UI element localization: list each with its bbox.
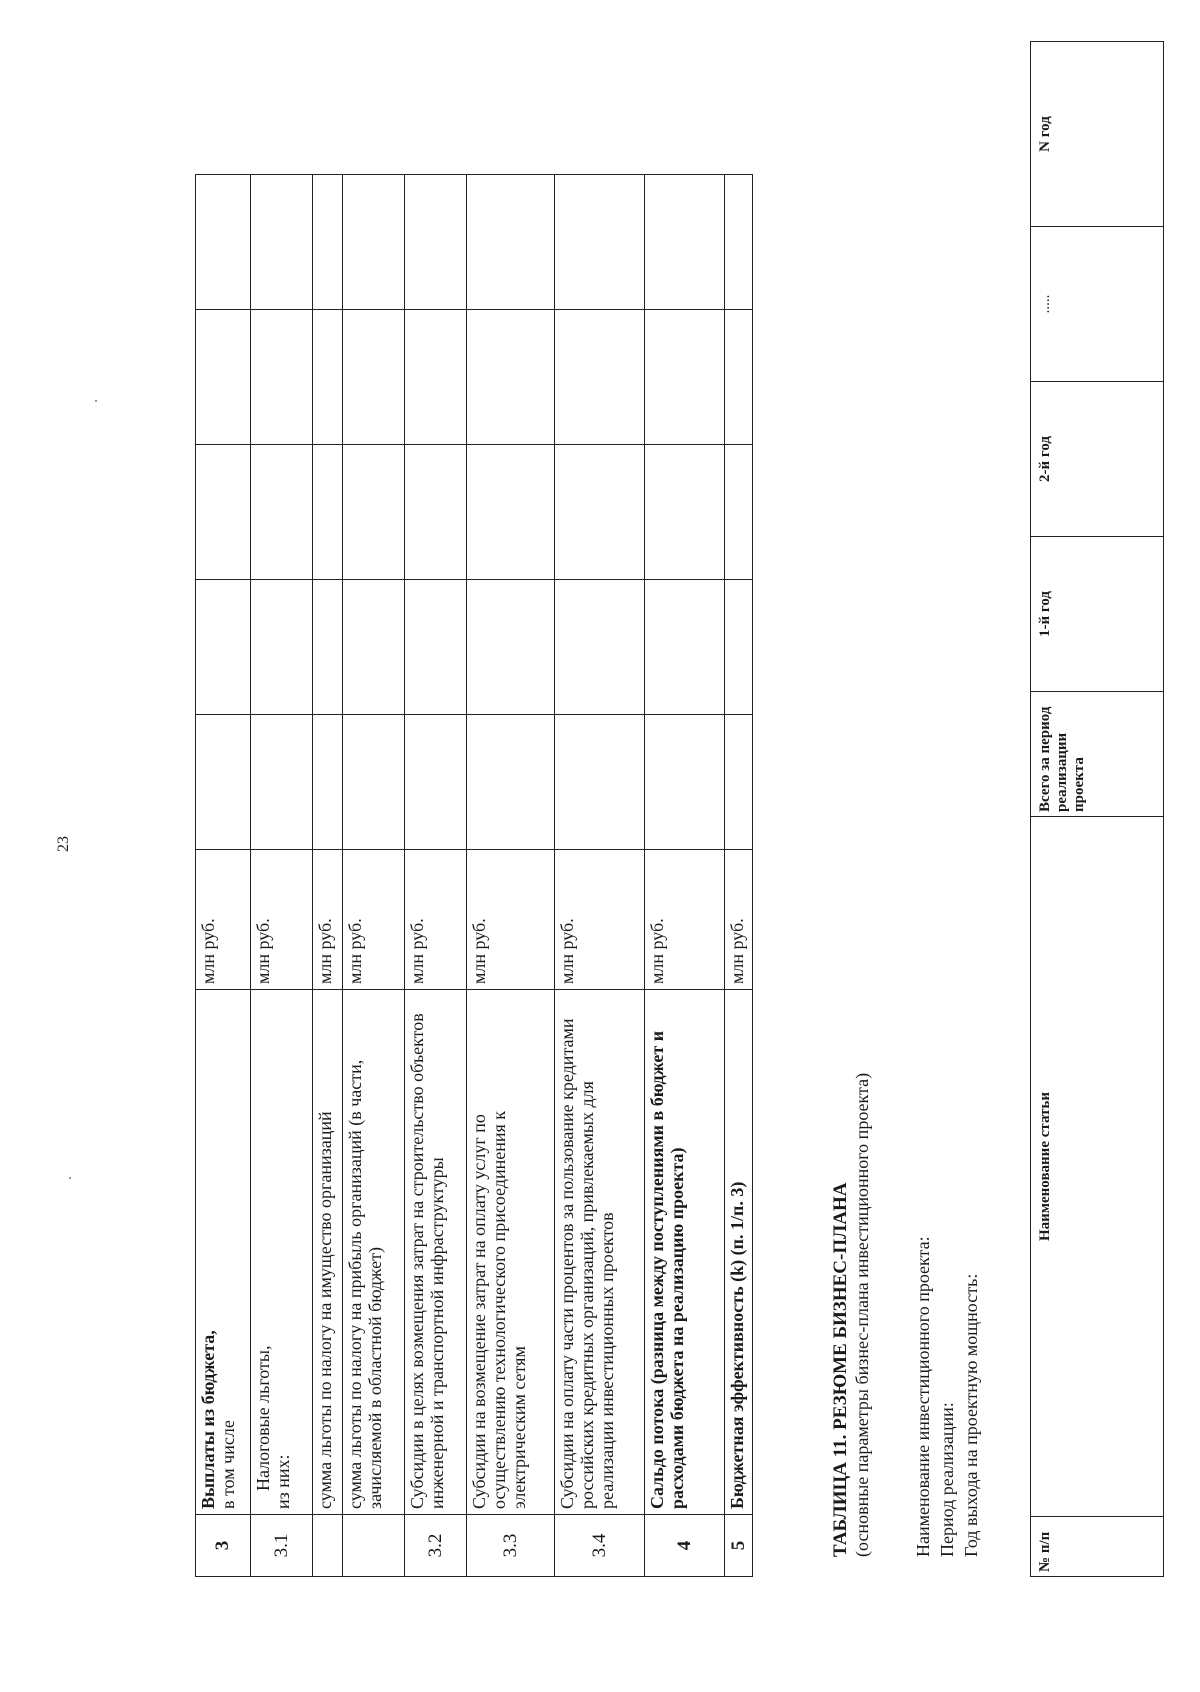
page-number: 23: [55, 836, 72, 852]
table-row: [405, 175, 467, 1577]
capacity-year-label: Год выхода на проектную мощность:: [961, 1273, 981, 1557]
row-title: Выплаты из бюджета, в том числе: [196, 990, 251, 1515]
row-title: Субсидии в целях возмещения затрат на строительство объектов инженерной и транспортной инфраструктуры: [405, 990, 467, 1515]
resume-header-row: [1031, 42, 1164, 1577]
row-title: Субсидии на оплату части процентов за пользование кредитами российских кредитных организаций, привлекаемых для реализации инвестиционных проектов: [555, 990, 645, 1515]
row-unit: млн руб.: [555, 850, 645, 990]
row-unit: млн руб.: [645, 850, 725, 990]
row-title: сумма льготы по налогу на имущество организаций: [313, 990, 343, 1515]
row-number: 4: [645, 1515, 725, 1577]
row-unit: млн руб.: [196, 850, 251, 990]
project-name-label: Наименование инвестиционного проекта:: [913, 1236, 933, 1557]
section-subtitle: (основные параметры бизнес-плана инвестиционного проекта): [852, 1072, 872, 1557]
row-unit: млн руб.: [251, 850, 313, 990]
budget-table: [195, 174, 753, 1577]
header-year-n: N год: [1031, 42, 1164, 227]
row-title: Субсидии на возмещение затрат на оплату услуг по осуществлению технологического присоединения к электрическим сетям: [467, 990, 555, 1515]
row-unit: млн руб.: [405, 850, 467, 990]
table-row: [645, 175, 725, 1577]
resume-table: [1030, 41, 1164, 1577]
table-row: [467, 175, 555, 1577]
table-row: [555, 175, 645, 1577]
row-number: 3.1: [251, 1515, 313, 1577]
scan-speck: [95, 400, 97, 402]
row-unit: млн руб.: [725, 850, 753, 990]
period-label: Период реализации:: [937, 1402, 957, 1557]
header-item: Наименование статьи: [1031, 817, 1164, 1517]
table-row: [251, 175, 313, 1577]
row-number: [313, 1515, 343, 1577]
row-number: 3: [196, 1515, 251, 1577]
scan-speck: [69, 1177, 71, 1179]
row-unit: млн руб.: [313, 850, 343, 990]
row-number: 3.2: [405, 1515, 467, 1577]
row-title: сумма льготы по налогу на прибыль организаций (в части, зачисляемой в областной бюджет): [343, 990, 405, 1515]
section-title: ТАБЛИЦА 11. РЕЗЮМЕ БИЗНЕС-ПЛАНА: [830, 1182, 851, 1557]
row-unit: млн руб.: [467, 850, 555, 990]
header-year-2: 2-й год: [1031, 382, 1164, 537]
row-unit: млн руб.: [343, 850, 405, 990]
row-number: 5: [725, 1515, 753, 1577]
header-num: № п/п: [1031, 1517, 1164, 1577]
header-year-1: 1-й год: [1031, 537, 1164, 692]
table-row: [313, 175, 343, 1577]
table-row: [196, 175, 251, 1577]
row-title: Налоговые льготы, из них:: [251, 990, 313, 1515]
header-ellipsis: .....: [1031, 227, 1164, 382]
row-number: 3.4: [555, 1515, 645, 1577]
row-number: [343, 1515, 405, 1577]
row-number: 3.3: [467, 1515, 555, 1577]
table-row: [725, 175, 753, 1577]
table-row: [343, 175, 405, 1577]
header-total: Всего за период реализации проекта: [1031, 692, 1164, 817]
row-title: Бюджетная эффективность (k) (п. 1/п. 3): [725, 990, 753, 1515]
row-title: Сальдо потока (разница между поступлениями в бюджет и расходами бюджета на реализацию проекта): [645, 990, 725, 1515]
